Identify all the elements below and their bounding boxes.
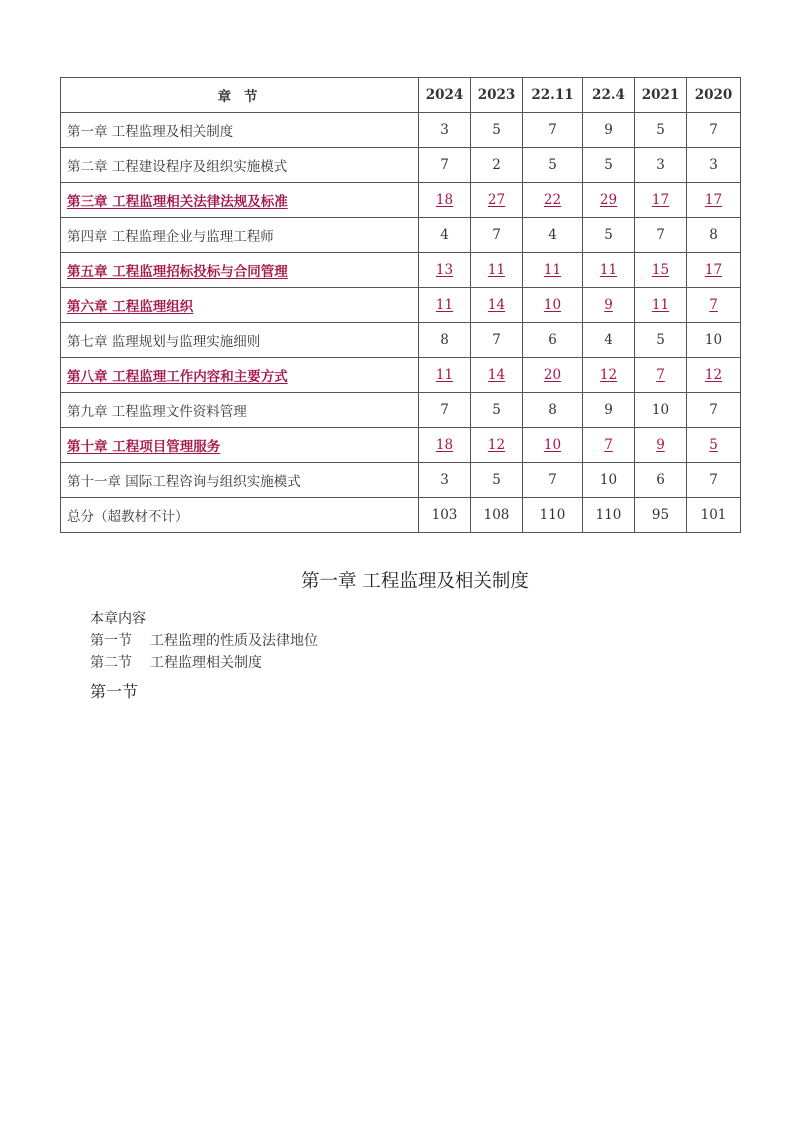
chapter-name-cell[interactable]: 第八章 工程监理工作内容和主要方式 <box>61 358 419 393</box>
toc-heading: 本章内容 <box>90 611 146 627</box>
table-row <box>61 393 741 428</box>
score-cell: 8 <box>523 393 583 428</box>
score-cell[interactable]: 10 <box>523 428 583 463</box>
score-cell: 4 <box>523 218 583 253</box>
table-body <box>61 113 741 533</box>
chapter-name-cell: 总分（超教材不计） <box>61 498 419 533</box>
score-cell: 7 <box>523 463 583 498</box>
table-row <box>61 113 741 148</box>
score-cell: 7 <box>687 463 741 498</box>
score-cell: 5 <box>471 393 523 428</box>
score-cell[interactable]: 12 <box>471 428 523 463</box>
table-row <box>61 148 741 183</box>
table-row[interactable] <box>61 288 741 323</box>
score-cell: 5 <box>471 463 523 498</box>
score-cell: 10 <box>583 463 635 498</box>
score-cell[interactable]: 20 <box>523 358 583 393</box>
score-cell[interactable]: 11 <box>419 288 471 323</box>
score-cell[interactable]: 10 <box>523 288 583 323</box>
score-cell[interactable]: 18 <box>419 183 471 218</box>
score-cell[interactable]: 9 <box>583 288 635 323</box>
table-row[interactable] <box>61 428 741 463</box>
chapter-name-cell[interactable]: 第六章 工程监理组织 <box>61 288 419 323</box>
score-cell[interactable]: 17 <box>687 253 741 288</box>
table-row <box>61 498 741 533</box>
chapter-name-cell[interactable]: 第十章 工程项目管理服务 <box>61 428 419 463</box>
score-cell: 8 <box>687 218 741 253</box>
section-heading: 第一节 <box>90 682 139 701</box>
score-cell[interactable]: 29 <box>583 183 635 218</box>
score-cell: 7 <box>419 148 471 183</box>
score-cell: 3 <box>419 113 471 148</box>
score-cell[interactable]: 17 <box>687 183 741 218</box>
chapter-name-cell: 第一章 工程监理及相关制度 <box>61 113 419 148</box>
score-cell: 5 <box>635 113 687 148</box>
table-row <box>61 463 741 498</box>
score-cell[interactable]: 9 <box>635 428 687 463</box>
score-cell: 108 <box>471 498 523 533</box>
score-cell: 4 <box>419 218 471 253</box>
score-cell[interactable]: 11 <box>523 253 583 288</box>
score-cell: 5 <box>523 148 583 183</box>
score-cell: 9 <box>583 113 635 148</box>
score-cell: 3 <box>687 148 741 183</box>
score-cell[interactable]: 27 <box>471 183 523 218</box>
score-cell[interactable]: 18 <box>419 428 471 463</box>
chapter-title: 第一章 工程监理及相关制度 <box>301 571 529 592</box>
table-header-row <box>61 78 741 113</box>
score-cell: 5 <box>583 218 635 253</box>
header-year: 2020 <box>687 78 741 113</box>
score-cell: 101 <box>687 498 741 533</box>
chapter-name-cell: 第十一章 国际工程咨询与组织实施模式 <box>61 463 419 498</box>
score-cell[interactable]: 14 <box>471 288 523 323</box>
score-cell: 2 <box>471 148 523 183</box>
header-year: 22.11 <box>523 78 583 113</box>
header-year: 22.4 <box>583 78 635 113</box>
score-cell: 110 <box>583 498 635 533</box>
score-cell[interactable]: 7 <box>583 428 635 463</box>
score-cell: 7 <box>687 393 741 428</box>
score-cell[interactable]: 7 <box>687 288 741 323</box>
chapter-name-cell: 第七章 监理规划与监理实施细则 <box>61 323 419 358</box>
score-cell: 5 <box>471 113 523 148</box>
score-cell[interactable]: 11 <box>419 358 471 393</box>
score-cell: 103 <box>419 498 471 533</box>
score-cell[interactable]: 11 <box>583 253 635 288</box>
score-cell: 6 <box>635 463 687 498</box>
score-cell: 6 <box>523 323 583 358</box>
score-cell[interactable]: 7 <box>635 358 687 393</box>
score-cell: 7 <box>471 218 523 253</box>
score-cell: 5 <box>583 148 635 183</box>
score-cell: 10 <box>635 393 687 428</box>
chapter-name-cell: 第九章 工程监理文件资料管理 <box>61 393 419 428</box>
score-cell[interactable]: 15 <box>635 253 687 288</box>
score-cell[interactable]: 22 <box>523 183 583 218</box>
toc-item-title: 工程监理相关制度 <box>150 655 262 671</box>
header-year: 2021 <box>635 78 687 113</box>
score-cell[interactable]: 12 <box>687 358 741 393</box>
chapter-name-cell[interactable]: 第三章 工程监理相关法律法规及标准 <box>61 183 419 218</box>
score-cell: 110 <box>523 498 583 533</box>
score-cell[interactable]: 14 <box>471 358 523 393</box>
score-cell: 3 <box>419 463 471 498</box>
score-cell[interactable]: 11 <box>471 253 523 288</box>
table-row[interactable] <box>61 253 741 288</box>
score-cell[interactable]: 13 <box>419 253 471 288</box>
toc-item <box>90 630 318 650</box>
score-cell: 95 <box>635 498 687 533</box>
chapter-name-cell: 第四章 工程监理企业与监理工程师 <box>61 218 419 253</box>
table-row <box>61 323 741 358</box>
score-cell: 7 <box>471 323 523 358</box>
score-cell: 10 <box>687 323 741 358</box>
score-cell: 3 <box>635 148 687 183</box>
score-cell[interactable]: 5 <box>687 428 741 463</box>
chapter-name-cell[interactable]: 第五章 工程监理招标投标与合同管理 <box>61 253 419 288</box>
score-cell[interactable]: 12 <box>583 358 635 393</box>
header-chapter: 章 节 <box>61 78 419 113</box>
score-cell: 4 <box>583 323 635 358</box>
score-cell: 5 <box>635 323 687 358</box>
toc-item-label: 第一节 <box>90 633 132 649</box>
toc-item <box>90 652 262 672</box>
chapter-score-table <box>60 77 741 533</box>
chapter-name-cell: 第二章 工程建设程序及组织实施模式 <box>61 148 419 183</box>
score-cell: 7 <box>523 113 583 148</box>
score-cell: 9 <box>583 393 635 428</box>
score-cell[interactable]: 11 <box>635 288 687 323</box>
score-cell[interactable]: 17 <box>635 183 687 218</box>
toc-item-label: 第二节 <box>90 655 132 671</box>
score-cell: 7 <box>419 393 471 428</box>
header-year: 2024 <box>419 78 471 113</box>
table-row[interactable] <box>61 358 741 393</box>
header-year: 2023 <box>471 78 523 113</box>
table-row[interactable] <box>61 183 741 218</box>
score-cell: 8 <box>419 323 471 358</box>
table-row <box>61 218 741 253</box>
score-cell: 7 <box>635 218 687 253</box>
toc-item-title: 工程监理的性质及法律地位 <box>150 633 318 649</box>
score-cell: 7 <box>687 113 741 148</box>
